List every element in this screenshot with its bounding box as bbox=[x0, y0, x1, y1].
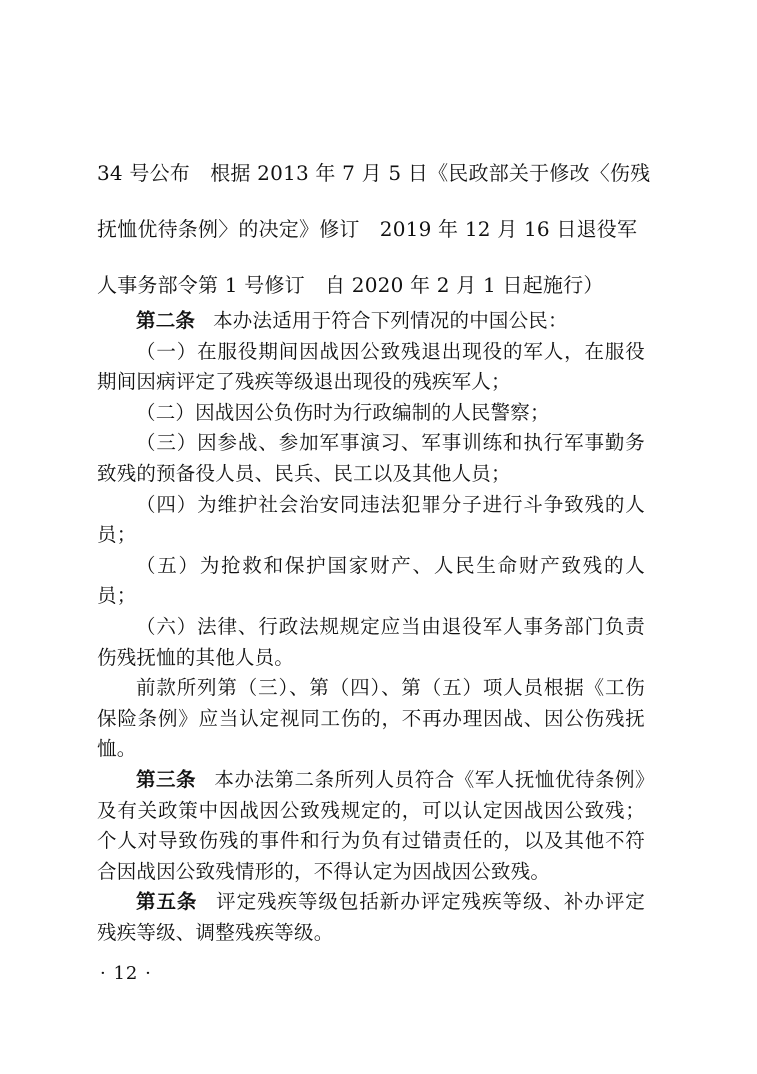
history-line-1: 34 号公布 根据 2013 年 7 月 5 日《民政部关于修改〈伤残 bbox=[97, 161, 651, 185]
document-body bbox=[97, 306, 645, 948]
article-3-heading: 第三条 bbox=[136, 767, 197, 791]
article-5-heading: 第五条 bbox=[136, 890, 198, 914]
regulation-history-note bbox=[97, 145, 657, 313]
article-3 bbox=[97, 765, 645, 887]
history-line-2: 抚恤优待条例〉的决定》修订 2019 年 12 月 16 日退役军 bbox=[97, 217, 638, 241]
article-3-text: 本办法第二条所列人员符合《军人抚恤优待条例》及有关政策中因战因公致残规定的，可以认定因战因公致残；个人对导致伤残的事件和行为负有过错责任的，以及其他不符合因战因公致残情形的，不得认定为因战因公致残。 bbox=[97, 767, 645, 883]
article-2-item-2: （二）因战因公负伤时为行政编制的人民警察； bbox=[136, 400, 550, 424]
article-2-item-1: （一）在服役期间因战因公致残退出现役的军人，在服役期间因病评定了残疾等级退出现役的残疾军人； bbox=[97, 339, 645, 394]
article-2-heading: 第二条 bbox=[136, 309, 196, 332]
article-2-intro bbox=[97, 306, 645, 337]
article-2-note: 前款所列第（三）、第（四）、第（五）项人员根据《工伤保险条例》应当认定视同工伤的，不再办理因战、因公伤残抚恤。 bbox=[97, 676, 645, 761]
page-number: · 12 · bbox=[100, 963, 152, 984]
article-2-item-5: （五）为抢救和保护国家财产、人民生命财产致残的人员； bbox=[97, 553, 645, 608]
article-5-text: 评定残疾等级包括新办评定残疾等级、补办评定残疾等级、调整残疾等级。 bbox=[97, 890, 645, 944]
article-2-item-4: （四）为维护社会治安同违法犯罪分子进行斗争致残的人员； bbox=[97, 492, 645, 547]
article-5 bbox=[97, 887, 645, 948]
article-2-item-6: （六）法律、行政法规规定应当由退役军人事务部门负责伤残抚恤的其他人员。 bbox=[97, 614, 645, 669]
article-2-item-3: （三）因参战、参加军事演习、军事训练和执行军事勤务致残的预备役人员、民兵、民工以及其他人员； bbox=[97, 431, 645, 485]
article-2-intro-text: 本办法适用于符合下列情况的中国公民： bbox=[213, 309, 568, 332]
history-line-3: 人事务部令第 1 号修订 自 2020 年 2 月 1 日起施行） bbox=[97, 273, 604, 297]
